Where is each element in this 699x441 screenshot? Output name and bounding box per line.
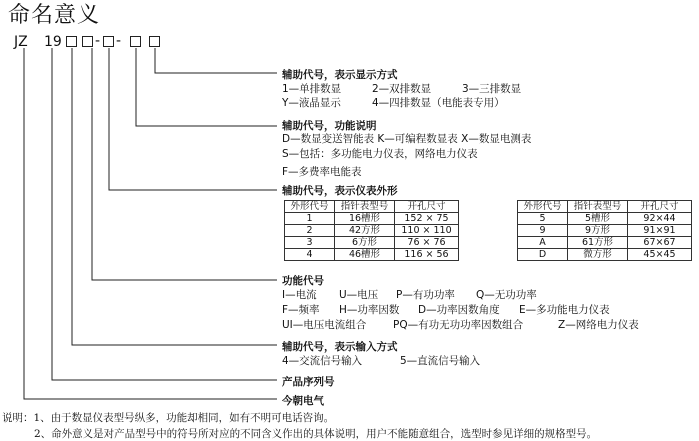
group-line: H—功率因数 xyxy=(339,304,400,316)
table-cell: 76 × 76 xyxy=(395,237,459,249)
group-heading: 辅助代号，表示仪表外形 xyxy=(282,185,398,197)
table-cell: 4 xyxy=(285,249,335,261)
group-series-heading: 产品序列号 xyxy=(282,376,335,388)
table-row xyxy=(285,213,459,225)
table-cell: 5槽形 xyxy=(568,213,628,225)
group-line: 4—四排数显（电能表专用） xyxy=(372,97,505,109)
table-cell: 2 xyxy=(285,225,335,237)
table-cell: 16槽形 xyxy=(335,213,395,225)
connector-series xyxy=(52,48,277,380)
table-cell: 45×45 xyxy=(628,249,692,261)
table-row xyxy=(518,249,692,261)
group-line: P—有功功率 xyxy=(396,289,455,301)
group-line: UI—电压电流组合 xyxy=(282,319,367,331)
connector-display xyxy=(155,48,277,73)
group-line: S—包括：多功能电力仪表，网络电力仪表 xyxy=(282,148,478,160)
table-header-cell: 开孔尺寸 xyxy=(628,201,692,213)
group-line: I—电流 xyxy=(282,289,317,301)
group-heading: 功能代号 xyxy=(282,275,324,287)
table-cell: 6方形 xyxy=(335,237,395,249)
table-header-cell: 外形代号 xyxy=(518,201,568,213)
group-line: U—电压 xyxy=(339,289,379,301)
group-line: F—多费率电能表 xyxy=(282,166,362,178)
table-cell: D xyxy=(518,249,568,261)
table-cell: 微方形 xyxy=(568,249,628,261)
group-line: 2—双排数显 xyxy=(372,83,432,95)
table-cell: 91×91 xyxy=(628,225,692,237)
table-cell: 1 xyxy=(285,213,335,225)
table-cell: 61方形 xyxy=(568,237,628,249)
table-cell: 5 xyxy=(518,213,568,225)
table-row xyxy=(285,225,459,237)
table-header-row xyxy=(285,201,459,213)
connector-function-code xyxy=(92,48,277,280)
code-prefix: JZ xyxy=(14,34,28,50)
connector-shape xyxy=(109,48,277,190)
group-line: 5—直流信号输入 xyxy=(400,355,481,367)
group-line: D—功率因数角度 xyxy=(418,304,500,316)
page-title: 命名意义 xyxy=(8,3,101,28)
connector-input xyxy=(72,48,277,345)
table-cell: 46槽形 xyxy=(335,249,395,261)
table-cell: A xyxy=(518,237,568,249)
table-cell: 110 × 110 xyxy=(395,225,459,237)
table-row xyxy=(518,225,692,237)
code-separator: - xyxy=(95,33,101,49)
group-line: Q—无功功率 xyxy=(476,289,537,301)
table-header-cell: 外形代号 xyxy=(285,201,335,213)
table-row xyxy=(518,237,692,249)
group-line: 4—交流信号输入 xyxy=(282,355,363,367)
group-line: PQ—有功无功功率因数组合 xyxy=(393,319,524,331)
table-cell: 67×67 xyxy=(628,237,692,249)
table-cell: 92×44 xyxy=(628,213,692,225)
code-separator: - xyxy=(116,33,122,49)
table-cell: 116 × 56 xyxy=(395,249,459,261)
group-brand-heading: 今朝电气 xyxy=(282,395,324,407)
connector-brand xyxy=(24,48,277,399)
group-line: 1—单排数显 xyxy=(282,83,342,95)
group-line: D—数显变送智能表 K—可编程数显表 X—数显电测表 xyxy=(282,133,532,145)
table-cell: 9方形 xyxy=(568,225,628,237)
group-line: Y—液晶显示 xyxy=(282,97,341,109)
group-line: F—频率 xyxy=(282,304,320,316)
table-header-cell: 开孔尺寸 xyxy=(395,201,459,213)
group-line: E—多功能电力仪表 xyxy=(519,304,610,316)
table-header-row xyxy=(518,201,692,213)
note-line-2: 2、命外意义是对产品型号中的符号所对应的不同含义作出的具体说明，用户不能随意组合，选型时参见详细的规格型号。 xyxy=(34,428,598,440)
shape-table-left xyxy=(284,200,459,261)
code-series: 19 xyxy=(44,34,62,50)
table-header-cell: 指针表型号 xyxy=(335,201,395,213)
table-row xyxy=(518,213,692,225)
group-line: Z—网络电力仪表 xyxy=(558,319,639,331)
table-cell: 42方形 xyxy=(335,225,395,237)
shape-table-right xyxy=(517,200,692,261)
table-cell: 152 × 75 xyxy=(395,213,459,225)
table-row xyxy=(285,237,459,249)
group-line: 3—三排数显 xyxy=(462,83,522,95)
group-heading: 辅助代号，表示输入方式 xyxy=(282,341,398,353)
table-cell: 9 xyxy=(518,225,568,237)
table-cell: 3 xyxy=(285,237,335,249)
note-line-1: 说明：1、由于数显仪表型号纵多，功能却相同，如有不明可电话咨询。 xyxy=(2,412,335,424)
connector-function-desc xyxy=(136,48,277,126)
group-heading: 辅助代号，表示显示方式 xyxy=(282,69,398,81)
group-heading: 辅助代号，功能说明 xyxy=(282,120,377,132)
table-header-cell: 指针表型号 xyxy=(568,201,628,213)
table-row xyxy=(285,249,459,261)
